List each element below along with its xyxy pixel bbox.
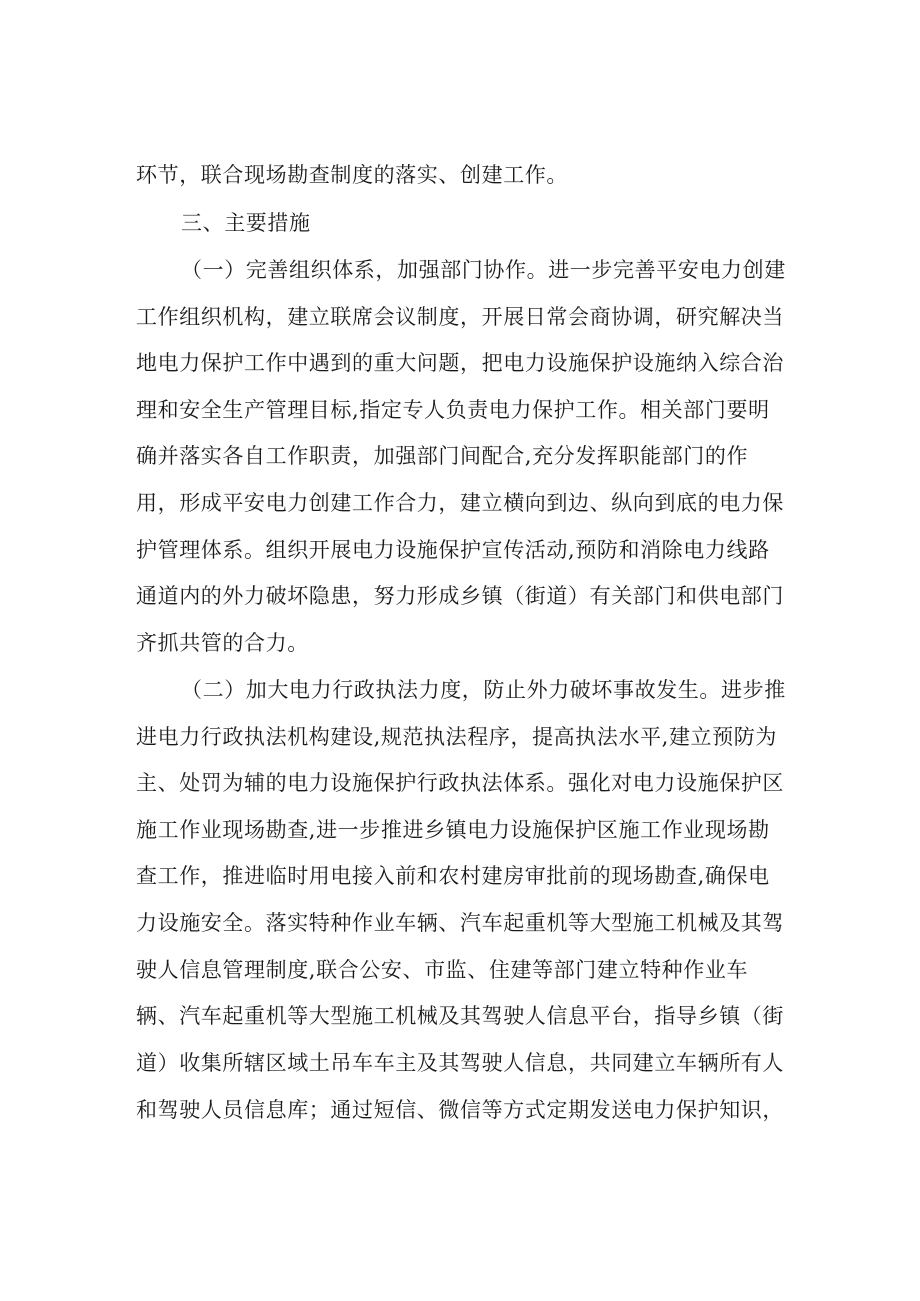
paragraph-line: 地电力保护工作中遇到的重大问题，把电力设施保护设施纳入综合治 [136,351,784,375]
paragraph-line: 通道内的外力破坏隐患，努力形成乡镇（街道）有关部门和供电部门 [136,584,784,608]
paragraph-line: 理和安全生产管理目标,指定专人负责电力保护工作。相关部门要明 [136,398,770,422]
paragraph-line: 和驾驶人员信息库；通过短信、微信等方式定期发送电力保护知识， [136,1098,784,1122]
paragraph-line: 辆、汽车起重机等大型施工机械及其驾驶人信息平台，指导乡镇（街 [136,1004,784,1028]
paragraph-line: （二）加大电力行政执法力度，防止外力破坏事故发生。进步推 [181,678,786,702]
paragraph-line: （一）完善组织体系，加强部门协作。进一步完善平安电力创建 [181,258,786,282]
paragraph-line: 齐抓共管的合力。 [136,631,309,655]
paragraph-line: 环节，联合现场勘查制度的落实、创建工作。 [136,163,568,187]
paragraph-line: 查工作，推进临时用电接入前和农村建房审批前的现场勘查,确保电 [136,864,770,888]
paragraph-line: 施工作业现场勘查,进一步推进乡镇电力设施保护区施工作业现场勘 [136,818,770,842]
section-heading: 三、主要措施 [181,211,311,235]
paragraph-line: 确并落实各自工作职责，加强部门间配合,充分发挥职能部门的作 [136,444,749,468]
paragraph-line: 主、处罚为辅的电力设施保护行政执法体系。强化对电力设施保护区 [136,771,784,795]
paragraph-line: 用，形成平安电力创建工作合力，建立横向到边、纵向到底的电力保 [136,491,784,515]
paragraph-line: 工作组织机构，建立联席会议制度，开展日常会商协调，研究解决当 [136,305,784,329]
paragraph-line: 驶人信息管理制度,联合公安、市监、住建等部门建立特种作业车 [136,958,749,982]
paragraph-line: 道）收集所辖区域土吊车车主及其驾驶人信息，共同建立车辆所有人 [136,1051,784,1075]
paragraph-line: 护管理体系。组织开展电力设施保护宣传活动,预防和消除电力线路 [136,538,770,562]
paragraph-line: 力设施安全。落实特种作业车辆、汽车起重机等大型施工机械及其驾 [136,911,784,935]
paragraph-line: 进电力行政执法机构建设,规范执法程序，提高执法水平,建立预防为 [136,725,777,749]
